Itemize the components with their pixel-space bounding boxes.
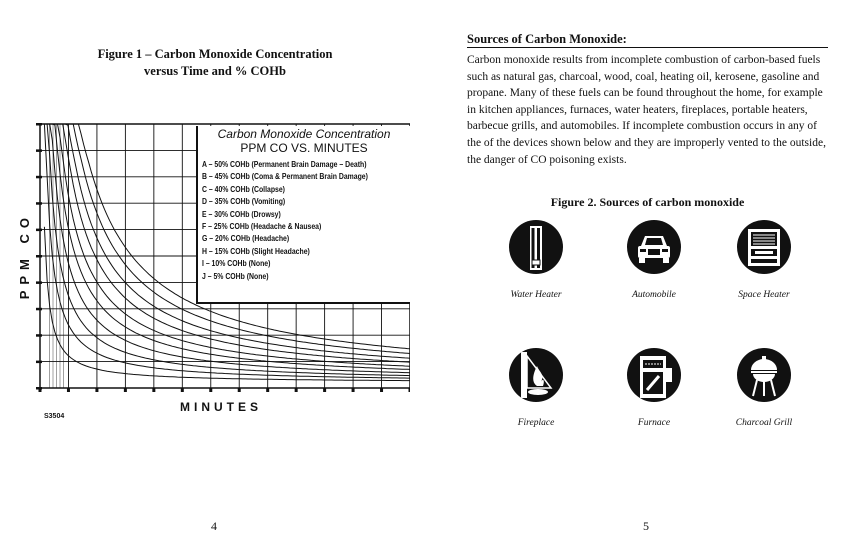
y-tick [36,308,42,311]
source-fireplace [486,348,586,428]
x-tick [152,388,155,392]
y-tick [36,176,42,179]
legend-item: I – 10% COHb (None) [202,259,271,269]
legend-list [202,159,410,283]
legend-item: B – 45% COHb (Coma & Permanent Brain Damage) [202,172,368,182]
y-tick [36,387,42,390]
charcoal-grill-icon [737,348,791,402]
water-heater-icon [509,220,563,274]
x-tick [380,388,383,392]
y-tick [36,123,42,126]
source-water-heater [486,220,586,300]
figure1-title-line2: versus Time and % COHb [144,64,286,78]
source-label: Charcoal Grill [735,418,793,428]
figure1-title [60,46,370,80]
x-tick [295,388,298,392]
x-tick [209,388,212,392]
source-label: Automobile [632,290,676,300]
legend-item: D – 35% COHb (Vomiting) [202,197,286,207]
legend-item: F – 25% COHb (Headache & Nausea) [202,222,322,232]
legend-item: G – 20% COHb (Headache) [202,234,290,244]
fireplace-icon [509,348,563,402]
x-tick [266,388,269,392]
source-automobile [604,220,704,300]
y-tick [36,229,42,232]
x-tick [238,388,241,392]
y-axis-label: PPM CO [17,212,32,300]
x-axis-label: MINUTES [180,400,262,414]
x-tick [124,388,127,392]
page-number-left: 4 [211,519,217,533]
y-tick [36,361,42,364]
y-tick [36,334,42,337]
page-number-right: 5 [643,519,649,533]
x-tick [409,388,411,392]
body-text [467,52,827,168]
legend-item: J – 5% COHb (None) [202,271,269,281]
legend-subtitle: PPM CO VS. MINUTES [240,141,368,155]
y-tick [36,149,42,152]
figure2-title: Figure 2. Sources of carbon monoxide [550,195,745,209]
source-space-heater [714,220,814,300]
chart-legend [196,126,410,304]
legend-item: H – 15% COHb (Slight Headache) [202,246,310,256]
heading-rule [467,47,828,48]
source-furnace [604,348,704,428]
x-tick [95,388,98,392]
section-heading: Sources of Carbon Monoxide: [467,32,627,46]
x-tick [352,388,355,392]
legend-item: A – 50% COHb (Permanent Brain Damage – Death) [202,160,367,169]
figure1-title-line1: Figure 1 – Carbon Monoxide Concentration [97,47,333,61]
space-heater-icon [737,220,791,274]
source-charcoal-grill [714,348,814,428]
legend-title: Carbon Monoxide Concentration [217,127,391,141]
source-label: Furnace [637,418,671,428]
source-label: Space Heater [738,290,790,300]
x-tick [181,388,184,392]
y-tick [36,202,42,205]
x-tick [67,388,70,392]
furnace-icon [627,348,681,402]
y-tick [36,255,42,258]
y-tick [36,281,42,284]
x-tick [323,388,326,392]
legend-item: C – 40% COHb (Collapse) [202,184,285,194]
body-paragraph: Carbon monoxide results from incomplete combustion of carbon-based fuels such as natural gas, charcoal, wood, coal, heating oil, kerosene, gasoline and propane. Many of these fuels can be found throughout the home, for example in kitchen appliances, furnaces, water heaters, fireplaces, portable heaters, barbecue grills, and automobiles. If incomplete combustion occurs in any of the of the devices shown below and they are improperly vented to the outside, the danger of CO poisoning exists. [467,54,826,166]
automobile-icon [627,220,681,274]
figure-code: S3504 [44,413,65,420]
legend-item: E – 30% COHb (Drowsy) [202,209,281,219]
source-label: Fireplace [517,418,555,428]
source-label: Water Heater [510,290,562,300]
